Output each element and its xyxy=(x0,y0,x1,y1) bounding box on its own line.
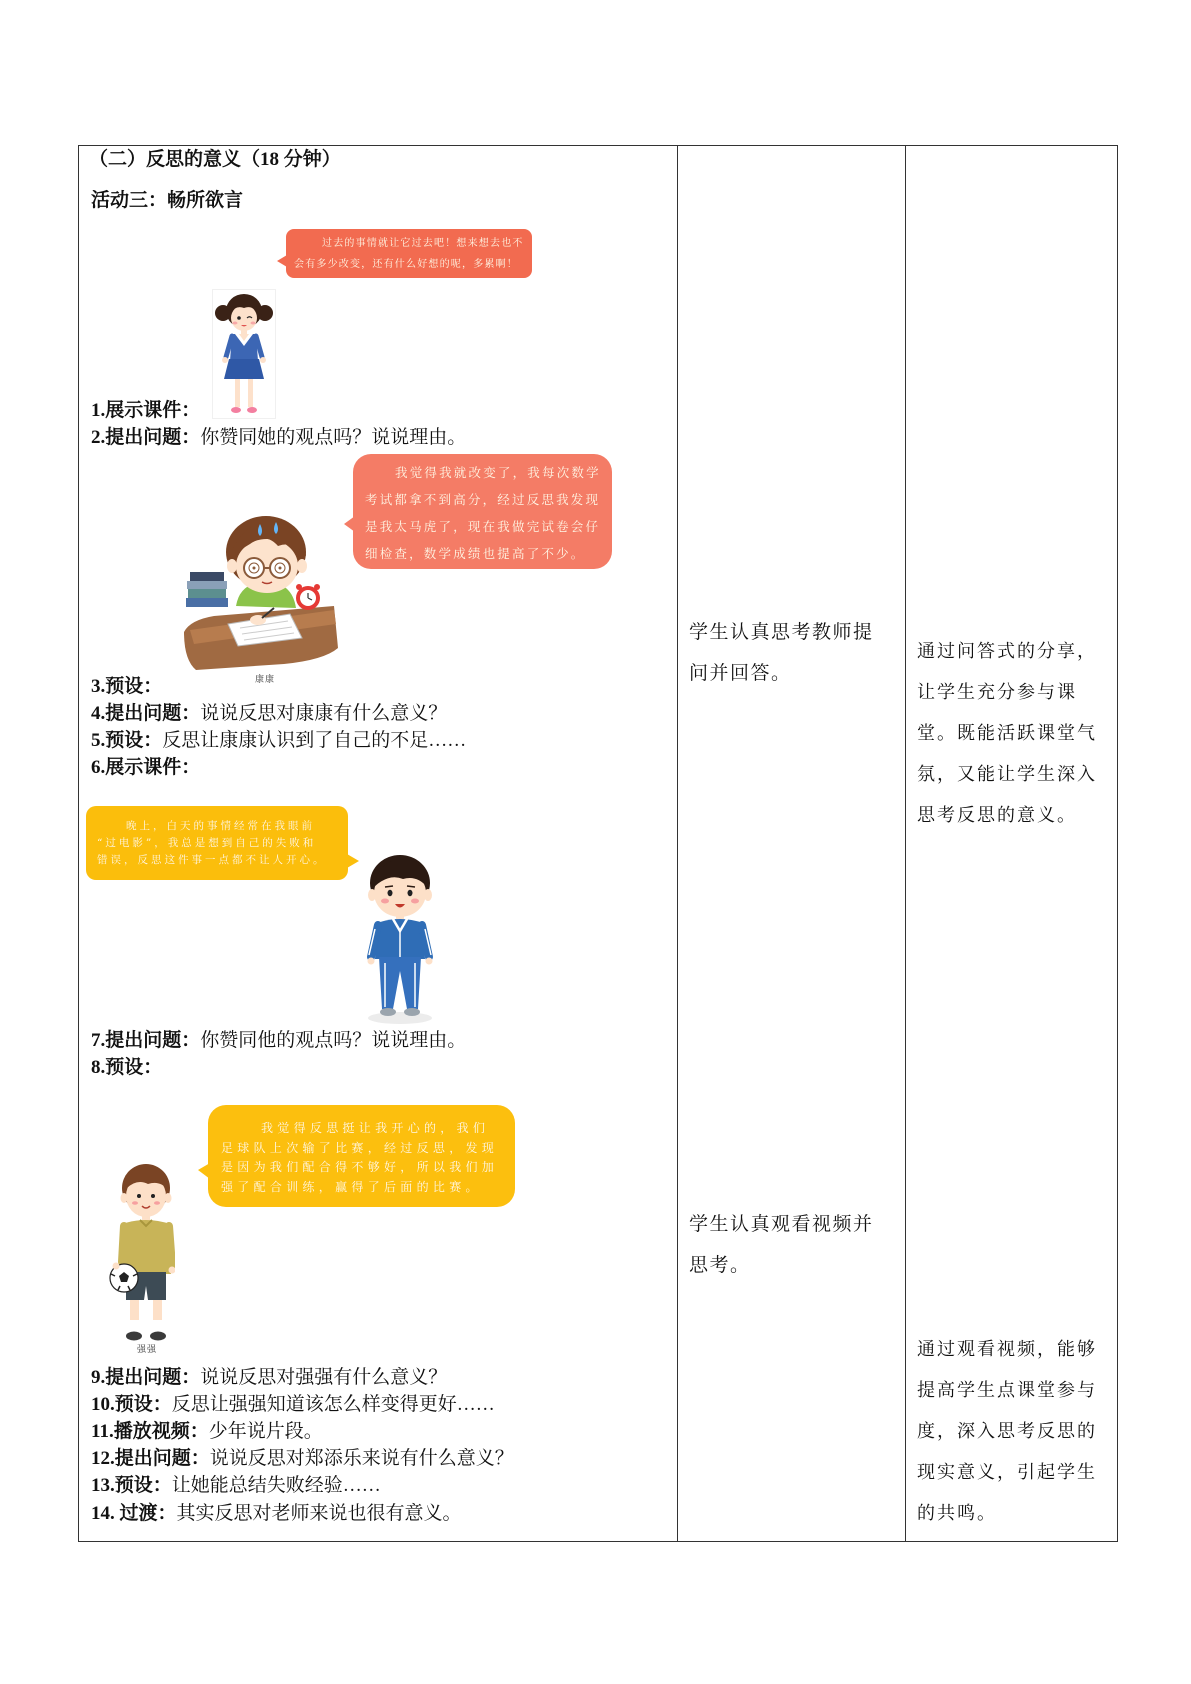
design-intent-line: 思考反思的意义。 xyxy=(917,805,1077,826)
step-label: 8.预设： xyxy=(91,1057,163,1078)
bubble-line: 是因为我们配合得不够好，所以我们加 xyxy=(221,1160,499,1175)
boy-with-soccer-ball-icon xyxy=(108,1162,175,1348)
bubble-line: 错误，反思这件事一点都不让人开心。 xyxy=(97,854,327,866)
bubble-line: 我觉得我就改变了，我每次数学 xyxy=(395,465,601,480)
step-text: 让她能总结失败经验…… xyxy=(171,1475,381,1496)
student-activity-line: 学生认真思考教师提 xyxy=(689,621,874,643)
step-text: 反思让强强知道该怎么样变得更好…… xyxy=(171,1394,495,1415)
step-label: 2.提出问题： xyxy=(91,427,201,448)
design-intent-line: 堂。既能活跃课堂气 xyxy=(917,723,1097,744)
step-14 xyxy=(91,1500,462,1527)
step-label: 7.提出问题： xyxy=(91,1030,201,1051)
step-text: 反思让康康认识到了自己的不足…… xyxy=(162,730,467,751)
section-title: （二）反思的意义（18 分钟） xyxy=(89,149,341,170)
student-activity-line: 问并回答。 xyxy=(689,662,792,684)
step-text: 说说反思对康康有什么意义？ xyxy=(200,703,448,724)
design-intent-line: 度，深入思考反思的 xyxy=(917,1421,1097,1442)
step-label: 14. 过渡： xyxy=(91,1503,177,1524)
step-label: 12.提出问题： xyxy=(91,1448,210,1469)
step-label: 4.提出问题： xyxy=(91,703,201,724)
step-text: 少年说片段。 xyxy=(208,1421,323,1442)
step-label: 1.展示课件： xyxy=(91,400,201,421)
bubble-line: 细检查，数学成绩也提高了不少。 xyxy=(365,546,586,561)
design-intent-2 xyxy=(917,1329,1097,1534)
bubble-line: 晚上，白天的事情经常在我眼前 xyxy=(126,820,315,832)
step-text: 你赞同她的观点吗？说说理由。 xyxy=(200,427,467,448)
speech-bubble-4 xyxy=(208,1105,515,1207)
student-activity-1 xyxy=(689,612,874,694)
step-11 xyxy=(91,1418,323,1445)
speech-bubble-1 xyxy=(286,229,532,278)
step-4 xyxy=(91,700,447,727)
step-5 xyxy=(91,727,466,754)
bubble-line: 会有多少改变，还有什么好想的呢，多累啊！ xyxy=(294,259,518,270)
step-label: 10.预设： xyxy=(91,1394,172,1415)
student-activity-line: 学生认真观看视频并 xyxy=(689,1213,874,1235)
step-1 xyxy=(91,397,200,424)
column-divider-1 xyxy=(677,145,678,1542)
step-13 xyxy=(91,1472,381,1499)
speech-bubble-2 xyxy=(353,454,612,569)
step-text: 说说反思对强强有什么意义？ xyxy=(200,1367,448,1388)
step-label: 11.播放视频： xyxy=(91,1421,209,1442)
step-3 xyxy=(91,673,162,700)
speech-bubble-3 xyxy=(86,806,348,880)
design-intent-line: 提高学生点课堂参与 xyxy=(917,1380,1097,1401)
step-7 xyxy=(91,1027,466,1054)
step-text: 你赞同他的观点吗？说说理由。 xyxy=(200,1030,467,1051)
step-label: 5.预设： xyxy=(91,730,163,751)
step-label: 9.提出问题： xyxy=(91,1367,201,1388)
step-12 xyxy=(91,1445,514,1472)
figure-caption-kangkang: 康康 xyxy=(255,674,276,684)
design-intent-line: 现实意义，引起学生 xyxy=(917,1462,1097,1483)
student-activity-2 xyxy=(689,1204,874,1286)
bubble-line: 强了配合训练，赢得了后面的比赛。 xyxy=(221,1179,482,1194)
step-text: 说说反思对郑添乐来说有什么意义？ xyxy=(209,1448,514,1469)
bubble-line: 我觉得反思挺让我开心的，我们 xyxy=(261,1121,490,1135)
step-8 xyxy=(91,1054,162,1081)
boy-in-uniform-icon xyxy=(363,853,437,1026)
step-label: 3.预设： xyxy=(91,676,163,697)
design-intent-1 xyxy=(917,631,1097,836)
design-intent-line: 通过观看视频，能够 xyxy=(917,1339,1097,1360)
activity-title: 活动三：畅所欲言 xyxy=(91,190,244,211)
bubble-line: “过电影”，我总是想到自己的失败和 xyxy=(97,837,317,849)
bubble-line: 过去的事情就让它过去吧！想来想去也不 xyxy=(322,238,524,249)
step-2 xyxy=(91,424,466,451)
step-9 xyxy=(91,1364,447,1391)
column-divider-2 xyxy=(905,145,906,1542)
step-label: 13.预设： xyxy=(91,1475,172,1496)
figure-caption-qiangqiang: 强强 xyxy=(137,1344,158,1354)
design-intent-line: 通过问答式的分享， xyxy=(917,641,1097,662)
step-10 xyxy=(91,1391,495,1418)
boy-at-desk-icon xyxy=(184,510,338,676)
step-6 xyxy=(91,754,200,781)
design-intent-line: 的共鸣。 xyxy=(917,1503,997,1524)
step-label: 6.展示课件： xyxy=(91,757,201,778)
design-intent-line: 让学生充分参与课 xyxy=(917,682,1077,703)
step-text: 其实反思对老师来说也很有意义。 xyxy=(176,1503,462,1524)
bubble-line: 是我太马虎了，现在我做完试卷会仔 xyxy=(365,519,601,534)
student-activity-line: 思考。 xyxy=(689,1254,751,1276)
bubble-line: 考试都拿不到高分，经过反思我发现 xyxy=(365,492,601,507)
design-intent-line: 氛，又能让学生深入 xyxy=(917,764,1097,785)
girl-student-icon xyxy=(212,289,276,419)
bubble-line: 足球队上次输了比赛，经过反思，发现 xyxy=(221,1140,499,1155)
